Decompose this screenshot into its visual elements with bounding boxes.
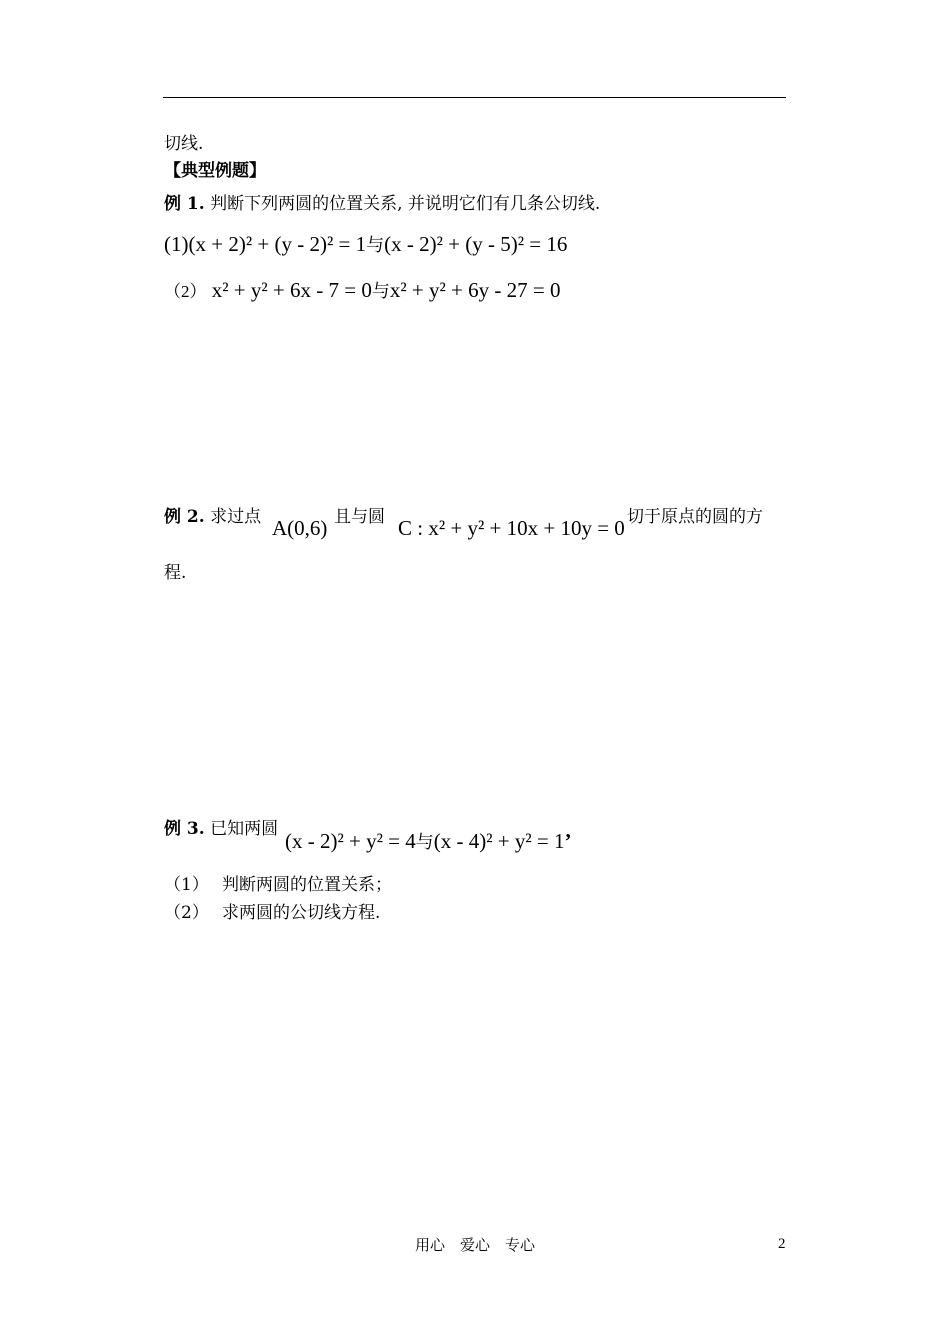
example-2-text-2: 且与圆	[334, 507, 385, 527]
example-3-label: 例 3.	[164, 819, 205, 839]
intro-tail: 切线.	[164, 134, 204, 154]
example-3-equation-b: (x - 4)² + y² = 1	[433, 829, 565, 853]
example-3-label-line	[164, 818, 278, 840]
example-3-text: 已知两圆	[210, 819, 279, 839]
example-3-equations	[285, 830, 572, 853]
example-1-text: 判断下列两圆的位置关系, 并说明它们有几条公切线.	[210, 194, 601, 214]
item-2-number: （2）	[164, 903, 209, 923]
example-3-and: 与	[415, 832, 434, 852]
part-1-equation-a: (x + 2)² + (y - 2)² = 1	[188, 232, 367, 256]
part-2-equation-a: x² + y² + 6x - 7 = 0	[211, 278, 372, 302]
page-number: 2	[778, 1236, 786, 1252]
example-3-equation-a: (x - 2)² + y² = 4	[285, 829, 416, 853]
example-2-label: 例 2.	[164, 507, 205, 527]
header-rule	[163, 97, 786, 98]
part-1-number: (1)	[164, 232, 189, 256]
example-3-item-1	[164, 874, 392, 896]
example-2-text-1: 求过点	[210, 507, 262, 527]
part-2-and: 与	[371, 281, 390, 301]
item-2-text: 求两圆的公切线方程.	[222, 903, 381, 923]
example-2-label-line	[164, 506, 261, 528]
example-3-item-2	[164, 902, 380, 924]
item-1-text: 判断两圆的位置关系；	[222, 875, 392, 895]
section-title: 【典型例题】	[164, 161, 266, 181]
example-3-tail: ’	[564, 829, 572, 853]
footer-text: 用心 爱心 专心	[414, 1236, 535, 1254]
part-1-and: 与	[366, 235, 385, 255]
part-1-equation-b: (x - 2)² + (y - 5)² = 16	[384, 232, 568, 256]
example-2-point: A(0,6)	[272, 516, 328, 540]
example-1-part-1	[164, 233, 567, 256]
item-1-number: （1）	[164, 875, 209, 895]
example-2-circle: C : x² + y² + 10x + 10y = 0	[398, 516, 625, 540]
example-1	[164, 193, 600, 215]
example-2-text-3: 切于原点的圆的方	[627, 507, 763, 527]
example-2-text-4: 程.	[164, 563, 187, 583]
part-2-number: （2）	[164, 282, 207, 301]
part-2-equation-b: x² + y² + 6y - 27 = 0	[389, 278, 561, 302]
example-1-part-2	[164, 279, 561, 303]
example-1-label: 例 1.	[164, 194, 205, 214]
